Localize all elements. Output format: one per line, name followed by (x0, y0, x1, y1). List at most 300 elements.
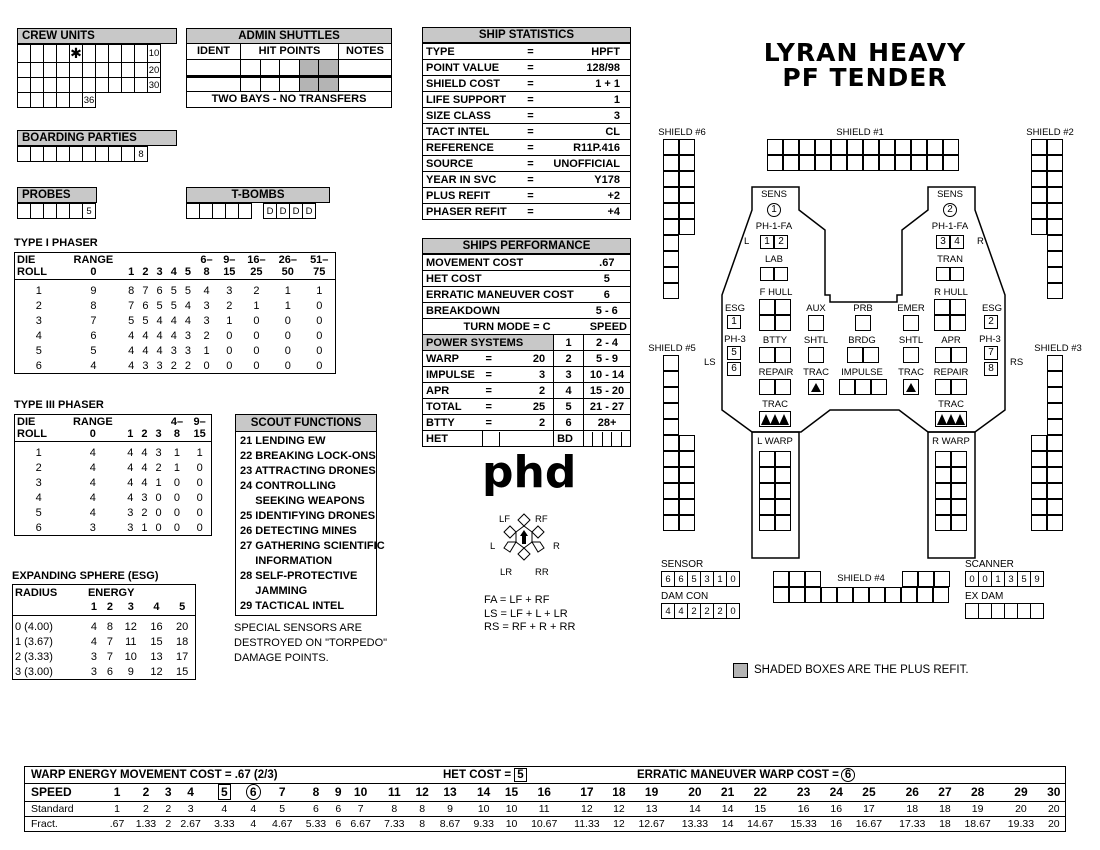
power-equals: = (483, 351, 497, 367)
shield-6-box (663, 155, 679, 171)
apr-label: APR (941, 335, 961, 346)
admin-shuttles (186, 28, 392, 108)
table-cell: 1 (203, 344, 210, 357)
shield-3-label: SHIELD #3 (1034, 343, 1082, 354)
shield-3-box (1047, 499, 1063, 515)
table-cell: 4 (35, 491, 42, 504)
table-cell: 0 (253, 344, 260, 357)
turn-mode: TURN MODE = C (423, 319, 554, 335)
probes-header: PROBES (17, 187, 97, 203)
boarding-parties-grid (17, 146, 148, 162)
shield-2-box (1031, 187, 1047, 203)
header-cell: 0 (63, 266, 124, 279)
f-hull-label: F HULL (759, 287, 793, 298)
header-cell: 16– (247, 253, 266, 266)
header-cell: RANGE (72, 415, 113, 428)
table-cell: 0 (203, 359, 210, 372)
table-cell: 3 (203, 299, 210, 312)
warp-cell: 20 (673, 784, 716, 801)
warp-cell: 6 (299, 801, 333, 816)
repair-label-r: REPAIR (933, 367, 969, 378)
table-cell: 4 (127, 491, 134, 504)
warp-row-label: Fract. (31, 817, 58, 830)
table-cell: 16 (150, 620, 163, 633)
table-cell: 4 (184, 314, 192, 327)
r-warp-box (951, 467, 967, 483)
esg-table (12, 584, 196, 680)
table-cell: 6 (35, 359, 42, 372)
warp-cell: 16 (782, 801, 825, 816)
table-cell: 5 (35, 344, 42, 357)
shield-2-label: SHIELD #2 (1026, 127, 1074, 138)
table-cell: 1 (141, 521, 148, 534)
formula-rs: RS = RF + R + RR (484, 621, 576, 633)
r-warp-label: R WARP (932, 436, 970, 447)
em-speed-marker: 6 (246, 784, 261, 800)
track-cell: 0 (979, 572, 992, 587)
stat-value: 3 (543, 108, 631, 124)
compass-rr: RR (535, 567, 549, 578)
table-cell: 13 (150, 650, 163, 663)
table-cell: 4 (128, 344, 135, 357)
apr-box (935, 347, 951, 363)
lab-box (760, 267, 774, 281)
exdam-label: EX DAM (965, 591, 1004, 602)
perf-label: BREAKDOWN (423, 303, 584, 319)
table-cell: 3 (127, 506, 134, 519)
crew-last-label: 36 (83, 94, 95, 106)
shield-4-box (901, 587, 917, 603)
shield-6-box (679, 187, 695, 203)
aux-box (808, 315, 824, 331)
table-cell: 4 (170, 329, 177, 342)
warp-cell: 7.33 (384, 817, 405, 830)
warp-cell: 12 (613, 817, 625, 830)
shield-4-box (773, 571, 789, 587)
stat-equals: = (519, 204, 543, 220)
stat-row (423, 172, 631, 188)
shield-3-box (1031, 467, 1047, 483)
warp-cell: 13.33 (681, 817, 709, 830)
table-cell: 0 (196, 461, 203, 474)
warp-cell: 5.33 (305, 817, 327, 830)
warp-row (25, 784, 1065, 801)
power-value: 2 (497, 383, 554, 399)
shield-3-box (1031, 499, 1047, 515)
tbombs (186, 187, 330, 219)
phd-logo: phd (482, 447, 577, 498)
shield-4-box (869, 587, 885, 603)
shield-4-box (789, 587, 805, 603)
warp-cell: 13 (630, 801, 673, 816)
esg-label-l: ESG (724, 303, 746, 314)
table-cell: 20 (176, 620, 189, 633)
ph1-weapon-r: 4 (950, 235, 964, 249)
table-cell: 4 (128, 359, 135, 372)
table-cell: 4 (90, 359, 97, 372)
table-cell: 6 (35, 521, 42, 534)
l-warp-box (775, 483, 791, 499)
table-cell: 7 (90, 314, 97, 327)
scout-function-item: 21 LENDING EW (240, 435, 326, 447)
warp-cell: 16 (830, 817, 843, 830)
table-cell: 0 (226, 329, 233, 342)
warp-cell: 5 (265, 801, 299, 816)
perf-value: 6 (584, 287, 631, 303)
table-cell: 7 (106, 650, 114, 663)
apr-box (951, 347, 967, 363)
shield-1-box (863, 139, 879, 155)
warp-cell: 17 (566, 784, 608, 801)
table-cell: 2 (35, 299, 42, 312)
track-cell: 1 (714, 572, 727, 587)
shield-1-box (815, 139, 831, 155)
scout-function-item: SEEKING WEAPONS (240, 495, 365, 507)
shield-4-box (821, 587, 837, 603)
table-cell: 18 (176, 635, 189, 648)
warp-cell: 10 (501, 801, 523, 816)
sensor-r: 2 (943, 203, 957, 217)
power-equals: = (483, 399, 497, 415)
header-cell: DIE (17, 253, 36, 266)
shield-2-box (1047, 171, 1063, 187)
table-cell: 4 (156, 329, 163, 342)
damcon-track (661, 603, 740, 619)
col-ident: IDENT (187, 44, 241, 59)
table-cell: 1 (173, 461, 181, 474)
header-cell: 25 (241, 266, 272, 279)
table-cell: 1 (155, 476, 162, 489)
stat-value: 1 + 1 (543, 76, 631, 92)
warp-cell: 12.67 (638, 817, 665, 830)
table-cell: 0 (253, 329, 260, 342)
crew-row-label: 10 (148, 45, 161, 63)
boarding-parties-header: BOARDING PARTIES (17, 130, 177, 146)
shield-2-box (1031, 155, 1047, 171)
tractor-mount-icon-l (759, 411, 791, 427)
f-hull-box (775, 315, 791, 331)
shield-1-box (927, 139, 943, 155)
table-cell: 17 (176, 650, 189, 663)
impulse-box (855, 379, 871, 395)
track-cell: 0 (727, 572, 740, 587)
table-cell: 0 (253, 359, 260, 372)
warp-cell: 18 (608, 784, 630, 801)
power-value: 25 (497, 399, 554, 415)
table-cell: 1 (196, 446, 203, 459)
shield-1-box (799, 139, 815, 155)
shield-2-box (1047, 235, 1063, 251)
stat-row (423, 92, 631, 108)
header-cell (123, 415, 137, 428)
warp-cell: 4 (174, 784, 208, 801)
r-warp-box (935, 499, 951, 515)
warp-cell: 7 (344, 801, 378, 816)
shield-1-box (831, 155, 847, 171)
table-row (15, 520, 211, 535)
table-cell: 0 (316, 359, 323, 372)
shield-3-box (1047, 467, 1063, 483)
warp-cell: 2.67 (180, 817, 201, 830)
stat-value: +2 (543, 188, 631, 204)
header-cell: 2 (138, 266, 152, 279)
turn-number: 5 (554, 399, 584, 415)
table-cell: 4 (35, 329, 42, 342)
table-cell: 4 (170, 314, 177, 327)
warp-cell: 8 (411, 801, 433, 816)
shield-4-box (933, 587, 949, 603)
emer-box (903, 315, 919, 331)
trac-label-bl: TRAC (762, 399, 788, 410)
stat-row (423, 156, 631, 172)
shield-5-label: SHIELD #5 (648, 343, 696, 354)
table-cell: 5 (156, 299, 163, 312)
shuttle-box-r (903, 347, 919, 363)
shield-3-box (1031, 483, 1047, 499)
esg-title: EXPANDING SPHERE (ESG) (12, 570, 159, 582)
warp-cell: 8 (377, 801, 411, 816)
shield-5-box (663, 403, 679, 419)
track-cell: 2 (701, 604, 714, 619)
r-warp-box (951, 451, 967, 467)
turn-speed: 5 - 9 (584, 351, 631, 367)
impulse-label: IMPULSE (841, 367, 883, 378)
perf-value: 5 (584, 271, 631, 287)
perf-label: MOVEMENT COST (423, 255, 584, 271)
stat-row (423, 44, 631, 60)
table-cell: 4 (141, 476, 148, 489)
ph3-weapon-r: 7 (984, 346, 998, 360)
turn-number: 3 (554, 367, 584, 383)
l-warp-box (759, 451, 775, 467)
table-cell: 5 (142, 314, 149, 327)
warp-cell: 8 (419, 817, 426, 830)
shield-1-box (767, 139, 783, 155)
shield-6-box (663, 283, 679, 299)
turn-number: 1 (554, 335, 584, 351)
header-cell (152, 415, 166, 428)
table-cell: 1 (226, 314, 233, 327)
warp-cell (207, 784, 241, 801)
warp-cell: 20 (1043, 801, 1065, 816)
stat-equals: = (519, 44, 543, 60)
arc-rs-label: RS (1010, 357, 1024, 368)
warp-cell: 11 (377, 784, 411, 801)
brdg-label: BRDG (848, 335, 876, 346)
table-cell: 2 (170, 359, 177, 372)
prb-label: PRB (853, 303, 873, 314)
stat-label: POINT VALUE (423, 60, 519, 76)
shield-3-box (1031, 515, 1047, 531)
table-cell: 3 (90, 650, 98, 663)
turn-speed: 21 - 27 (584, 399, 631, 415)
table-row (13, 634, 195, 649)
stat-label: TACT INTEL (423, 124, 519, 140)
shield-6-box (663, 251, 679, 267)
warp-cell (241, 784, 265, 801)
shield-1-box (927, 155, 943, 171)
shield-4-box (805, 571, 821, 587)
table-cell: 1 (316, 284, 323, 297)
stat-label: LIFE SUPPORT (423, 92, 519, 108)
warp-cell: 17 (847, 801, 890, 816)
shield-1-box (863, 155, 879, 171)
table-cell: 4 (90, 635, 98, 648)
shield-1-box (783, 155, 799, 171)
track-cell: 0 (966, 572, 979, 587)
arc-r-label: R (977, 236, 984, 247)
power-row (423, 399, 631, 415)
col-notes: NOTES (346, 45, 384, 57)
ship-title (740, 40, 990, 90)
shield-1-box (847, 139, 863, 155)
power-label: APR (423, 383, 483, 399)
table-cell: 1 (253, 299, 260, 312)
table-row (15, 445, 211, 460)
warp-cell: 12 (411, 784, 433, 801)
tbombs-grid (186, 203, 316, 219)
shield-2-box (1031, 171, 1047, 187)
turn-speed: 10 - 14 (584, 367, 631, 383)
table-cell: 3 (89, 521, 96, 534)
stat-value: +4 (543, 204, 631, 220)
table-cell: 0 (155, 491, 162, 504)
header-cell: 8 (195, 266, 218, 279)
r-hull-box (950, 315, 966, 331)
scanner-track (965, 571, 1044, 587)
bd-boxes (584, 431, 631, 447)
table-cell: 4 (142, 344, 149, 357)
header-cell: 50 (272, 266, 303, 279)
table-row (15, 298, 335, 313)
scout-function-item: 28 SELF-PROTECTIVE (240, 570, 358, 582)
track-cell: 6 (675, 572, 688, 587)
perf-value: 5 - 6 (584, 303, 631, 319)
warp-cell: 8 (299, 784, 333, 801)
ships-performance-header: SHIPS PERFORMANCE (422, 238, 631, 254)
table-cell: 0 (196, 521, 203, 534)
compass-rf: RF (535, 514, 548, 525)
table-row (15, 328, 335, 343)
scout-note-line: DAMAGE POINTS. (234, 652, 329, 664)
scanner-label: SCANNER (965, 559, 1014, 570)
shuttle-box-l (808, 347, 824, 363)
probes-count: 5 (83, 204, 96, 219)
table-cell: 0 (316, 314, 323, 327)
shield-2-box (1047, 139, 1063, 155)
warp-cell: 9 (333, 784, 344, 801)
shield-2-box (1047, 203, 1063, 219)
shield-4-box (853, 587, 869, 603)
turn-number: 2 (554, 351, 584, 367)
table-cell: 4 (141, 446, 148, 459)
table-cell: 4 (127, 476, 134, 489)
table-cell: 3 (226, 284, 233, 297)
warp-cell: 26 (891, 784, 934, 801)
table-cell: 5 (170, 299, 177, 312)
shield-2-box (1047, 283, 1063, 299)
probes-grid (17, 203, 96, 219)
warp-cell: 11.33 (574, 817, 600, 830)
header-cell: 15 (188, 428, 211, 441)
table-cell: 4 (203, 284, 210, 297)
lab-box (774, 267, 788, 281)
shield-2-box (1031, 203, 1047, 219)
scout-function-item: 23 ATTRACTING DRONES (240, 465, 376, 477)
table-cell: 0 (226, 359, 233, 372)
crew-units-header: CREW UNITS (17, 28, 177, 44)
header-cell: 1 (123, 428, 137, 441)
warp-cell: 16 (523, 784, 566, 801)
shield-3-box (1047, 515, 1063, 531)
shield-3-box (1047, 387, 1063, 403)
scout-function-item: 26 DETECTING MINES (240, 525, 357, 537)
table-cell: 4 (89, 446, 96, 459)
shield-6-box (663, 203, 679, 219)
warp-cell: 2 (163, 801, 174, 816)
table-cell: 5 (35, 506, 42, 519)
ph1-weapon-l: 2 (774, 235, 788, 249)
scout-function-item: 29 TACTICAL INTEL (240, 600, 345, 612)
table-cell: 11 (125, 635, 137, 648)
power-label: IMPULSE (423, 367, 483, 383)
stat-equals: = (519, 188, 543, 204)
l-warp-box (775, 451, 791, 467)
scout-function-item: 27 GATHERING SCIENTIFIC (240, 540, 385, 552)
stat-value: CL (543, 124, 631, 140)
ships-performance (422, 238, 631, 447)
shield-6-box (663, 187, 679, 203)
scout-function-item: 25 IDENTIFYING DRONES (240, 510, 376, 522)
warp-cell: 10.67 (531, 817, 558, 830)
table-cell: 2 (35, 461, 42, 474)
warp-cell: 18 (891, 801, 934, 816)
shaded-legend-text: SHADED BOXES ARE THE PLUS REFIT. (754, 664, 969, 676)
em-cost-label: ERRATIC MANEUVER WARP COST = (637, 769, 839, 781)
scout-function-item: 24 CONTROLLING (240, 480, 336, 492)
table-cell: 8 (128, 284, 135, 297)
power-label: TOTAL (423, 399, 483, 415)
track-cell: 4 (675, 604, 688, 619)
table-cell: 3 (127, 521, 134, 534)
shield-1-box (911, 139, 927, 155)
table-row (15, 313, 335, 328)
shield-5-box (663, 515, 679, 531)
perf-row (423, 255, 631, 271)
shield-1-box (879, 139, 895, 155)
shield-1-box (799, 155, 815, 171)
compass-formulas (484, 594, 575, 635)
turn-speed: 28+ (584, 415, 631, 431)
table-cell: 2 (3.33) (15, 650, 53, 663)
warp-cell: 30 (1043, 784, 1065, 801)
table-cell: 5 (128, 314, 135, 327)
power-row (423, 367, 631, 383)
bridge-box (863, 347, 879, 363)
warp-cell: 6.67 (350, 817, 371, 830)
shield-5-box (679, 499, 695, 515)
table-cell: 0 (284, 344, 291, 357)
warp-cell: 28 (956, 784, 999, 801)
warp-cell: 19.33 (1007, 817, 1035, 830)
shield-1-box (943, 155, 959, 171)
esg-energy-header: ENERGY (87, 586, 135, 599)
ph3-weapon-r: 8 (984, 362, 998, 376)
ship-statistics (422, 27, 631, 220)
stat-label: SHIELD COST (423, 76, 519, 92)
table-row (15, 343, 335, 358)
sensor-track (661, 571, 740, 587)
